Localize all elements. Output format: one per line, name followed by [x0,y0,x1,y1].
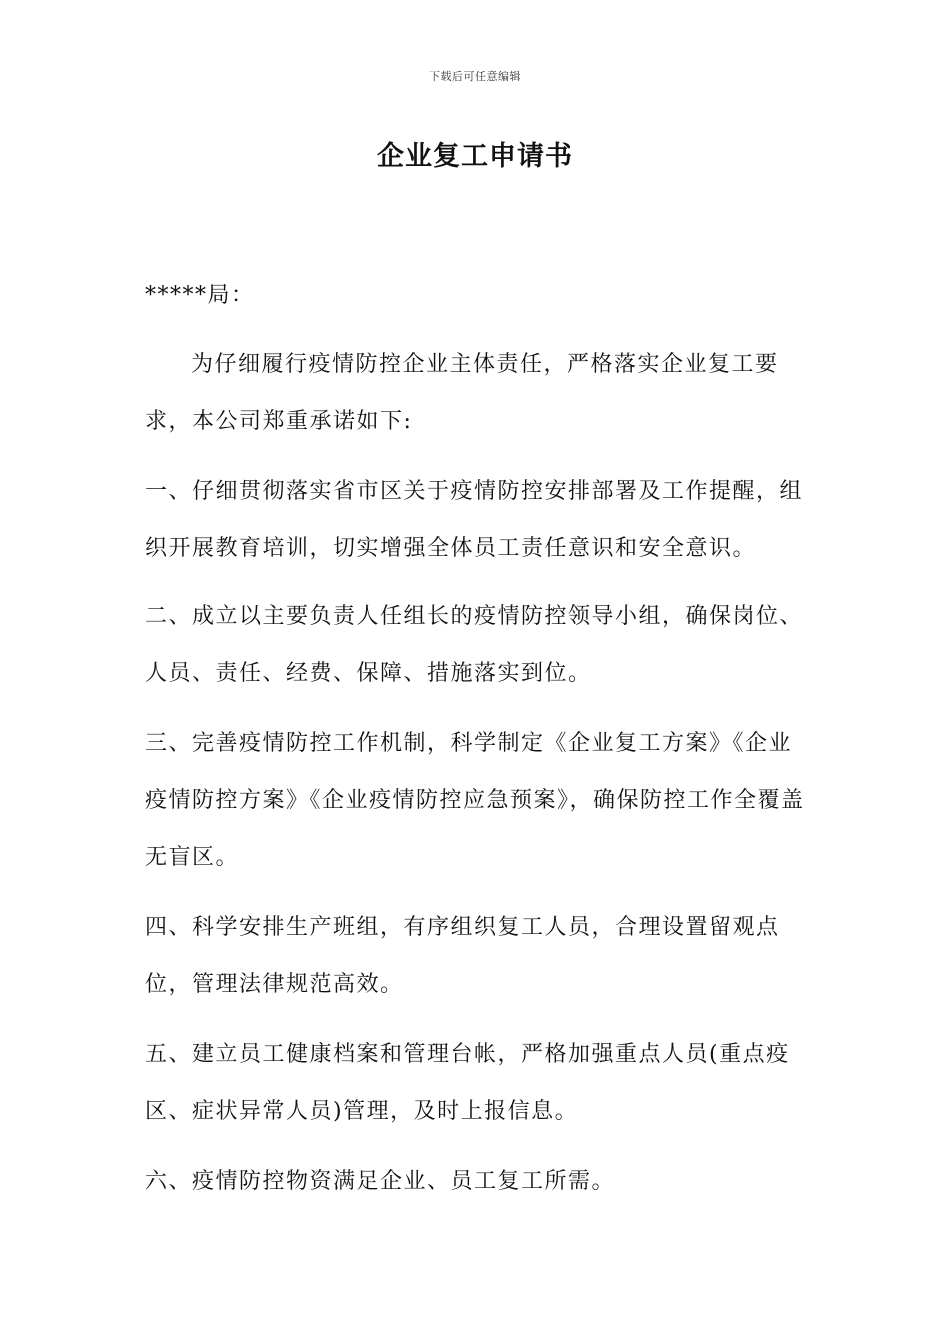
commitment-item-4: 四、科学安排生产班组，有序组织复工人员，合理设置留观点位，管理法律规范高效。 [145,915,780,997]
intro-paragraph: 为仔细履行疫情防控企业主体责任，严格落实企业复工要求，本公司郑重承诺如下: [145,352,779,434]
commitment-item-5: 五、建立员工健康档案和管理台帐，严格加强重点人员(重点疫区、症状异常人员)管理，及时上报信息。 [145,1042,790,1124]
commitment-item-2: 二、成立以主要负责人任组长的疫情防控领导小组，确保岗位、人员、责任、经费、保障、措施落实到位。 [145,604,804,686]
document-title: 企业复工申请书 [377,141,573,172]
commitment-item-1: 一、仔细贯彻落实省市区关于疫情防控安排部署及工作提醒，组织开展教育培训，切实增强全体员工责任意识和安全意识。 [145,479,804,561]
salutation: *****局： [145,283,255,308]
commitment-item-6: 六、疫情防控物资满足企业、员工复工所需。 [145,1169,616,1194]
header-note: 下载后可任意编辑 [429,70,521,83]
commitment-item-3: 三、完善疫情防控工作机制，科学制定《企业复工方案》《企业疫情防控方案》《企业疫情防控应急预案》，确保防控工作全覆盖无盲区。 [145,731,805,870]
